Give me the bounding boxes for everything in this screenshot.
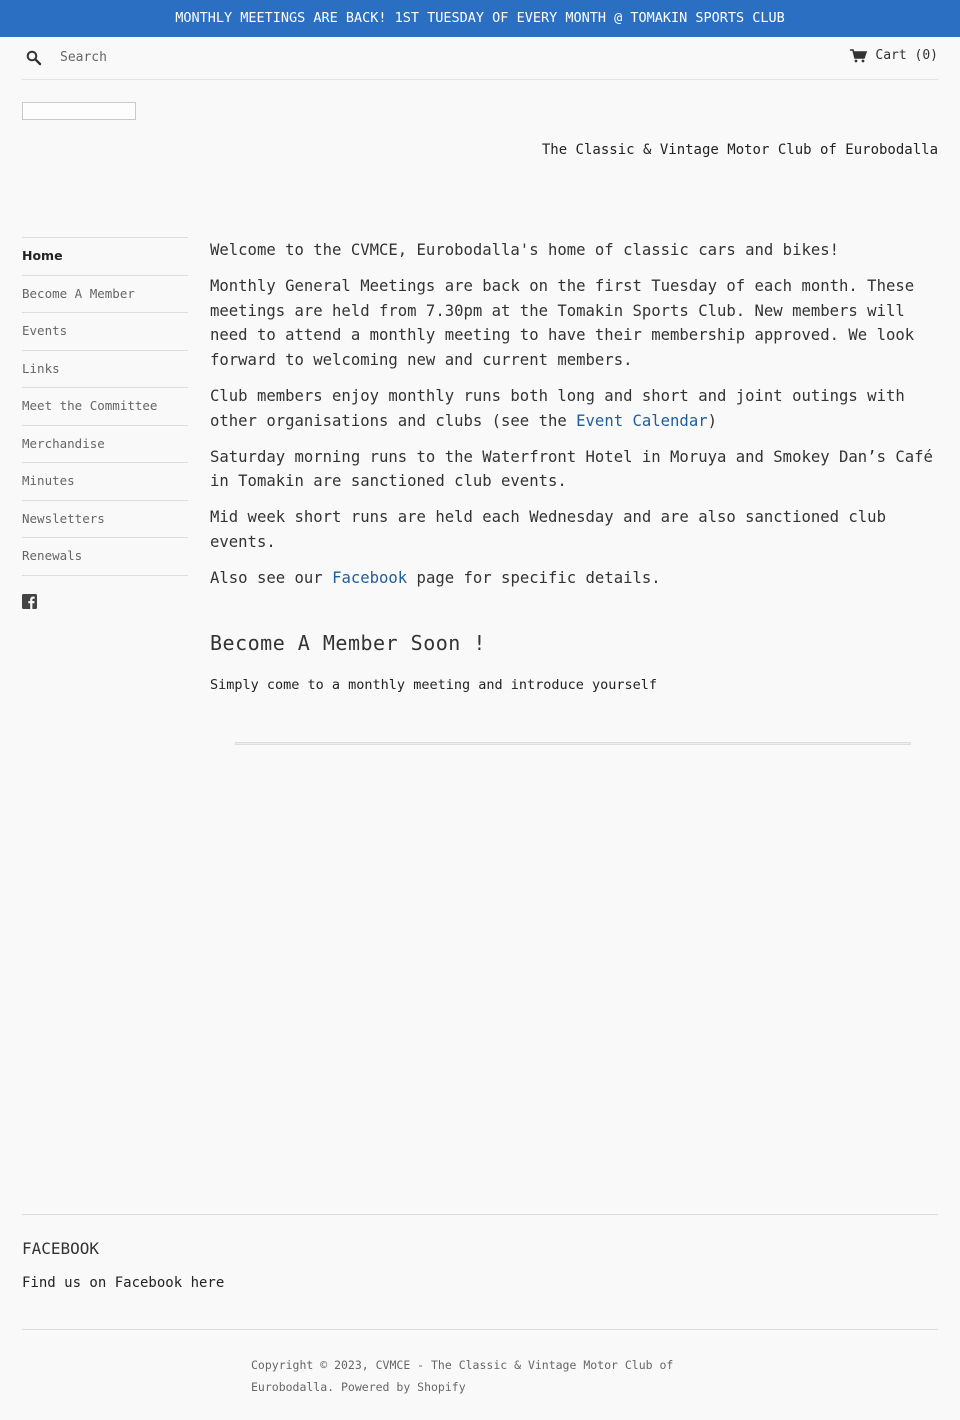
facebook-icon[interactable] bbox=[22, 594, 37, 609]
sidebar-item-meet-the-committee[interactable]: Meet the Committee bbox=[22, 388, 188, 426]
become-member-heading: Become A Member Soon ! bbox=[210, 630, 486, 655]
site-logo[interactable] bbox=[22, 102, 136, 120]
cart-icon bbox=[850, 49, 867, 63]
footer-divider-2 bbox=[22, 1329, 938, 1330]
footer-divider bbox=[22, 1214, 938, 1215]
main-content bbox=[210, 238, 940, 698]
sidebar-item-merchandise[interactable]: Merchandise bbox=[22, 426, 188, 464]
footer-heading: FACEBOOK bbox=[22, 1239, 100, 1258]
runs-text-end: ) bbox=[707, 411, 717, 430]
welcome-paragraph: Welcome to the CVMCE, Eurobodalla's home of classic cars and bikes! bbox=[210, 241, 840, 259]
sidebar-item-become-a-member[interactable]: Become A Member bbox=[22, 276, 188, 314]
midweek-paragraph: Mid week short runs are held each Wednesday and are also sanctioned club events. bbox=[210, 508, 886, 551]
search-bar bbox=[22, 38, 938, 80]
sidebar-nav bbox=[22, 237, 188, 613]
search-icon[interactable] bbox=[26, 50, 42, 66]
announcement-bar[interactable] bbox=[0, 0, 960, 37]
copyright-text: Copyright © 2023, CVMCE - The Classic & Vintage Motor Club of Eurobodalla. Powered by Shopify bbox=[251, 1358, 674, 1394]
facebook-text-end: page for specific details. bbox=[407, 568, 661, 587]
sidebar-item-minutes[interactable]: Minutes bbox=[22, 463, 188, 501]
sidebar-item-home[interactable]: Home bbox=[22, 238, 188, 276]
facebook-paragraph bbox=[210, 566, 940, 591]
search-input[interactable] bbox=[60, 46, 360, 68]
sidebar-item-links[interactable]: Links bbox=[22, 351, 188, 389]
runs-paragraph bbox=[210, 384, 940, 434]
sidebar-list bbox=[22, 237, 188, 576]
embed-divider bbox=[235, 742, 911, 745]
sidebar-item-renewals[interactable]: Renewals bbox=[22, 538, 188, 576]
facebook-link[interactable]: Facebook bbox=[332, 568, 408, 587]
saturday-paragraph: Saturday morning runs to the Waterfront Hotel in Moruya and Smokey Dan’s Café in Tomakin are sanctioned club events. bbox=[210, 447, 933, 491]
site-tagline: The Classic & Vintage Motor Club of Eurobodalla bbox=[541, 142, 938, 158]
sidebar-item-events[interactable]: Events bbox=[22, 313, 188, 351]
footer-facebook-link[interactable]: Find us on Facebook here bbox=[22, 1275, 225, 1291]
become-member-text: Simply come to a monthly meeting and introduce yourself bbox=[210, 677, 658, 694]
meetings-paragraph: Monthly General Meetings are back on the first Tuesday of each month. These meetings are held from 7.30pm at the Tomakin Sports Club. New members will need to attend a monthly meeting to have their membership approved. We look forward to welcoming new and current members. bbox=[210, 276, 915, 370]
announcement-text: MONTHLY MEETINGS ARE BACK! 1ST TUESDAY OF EVERY MONTH @ TOMAKIN SPORTS CLUB bbox=[175, 10, 785, 26]
cart-link[interactable] bbox=[850, 48, 938, 63]
facebook-text: Also see our bbox=[210, 568, 333, 587]
sidebar-item-newsletters[interactable]: Newsletters bbox=[22, 501, 188, 539]
runs-text: Club members enjoy monthly runs both long and short and joint outings with other organisations and clubs (see the bbox=[210, 386, 905, 430]
event-calendar-link[interactable]: Event Calendar bbox=[576, 411, 708, 430]
cart-label: Cart (0) bbox=[875, 48, 938, 63]
